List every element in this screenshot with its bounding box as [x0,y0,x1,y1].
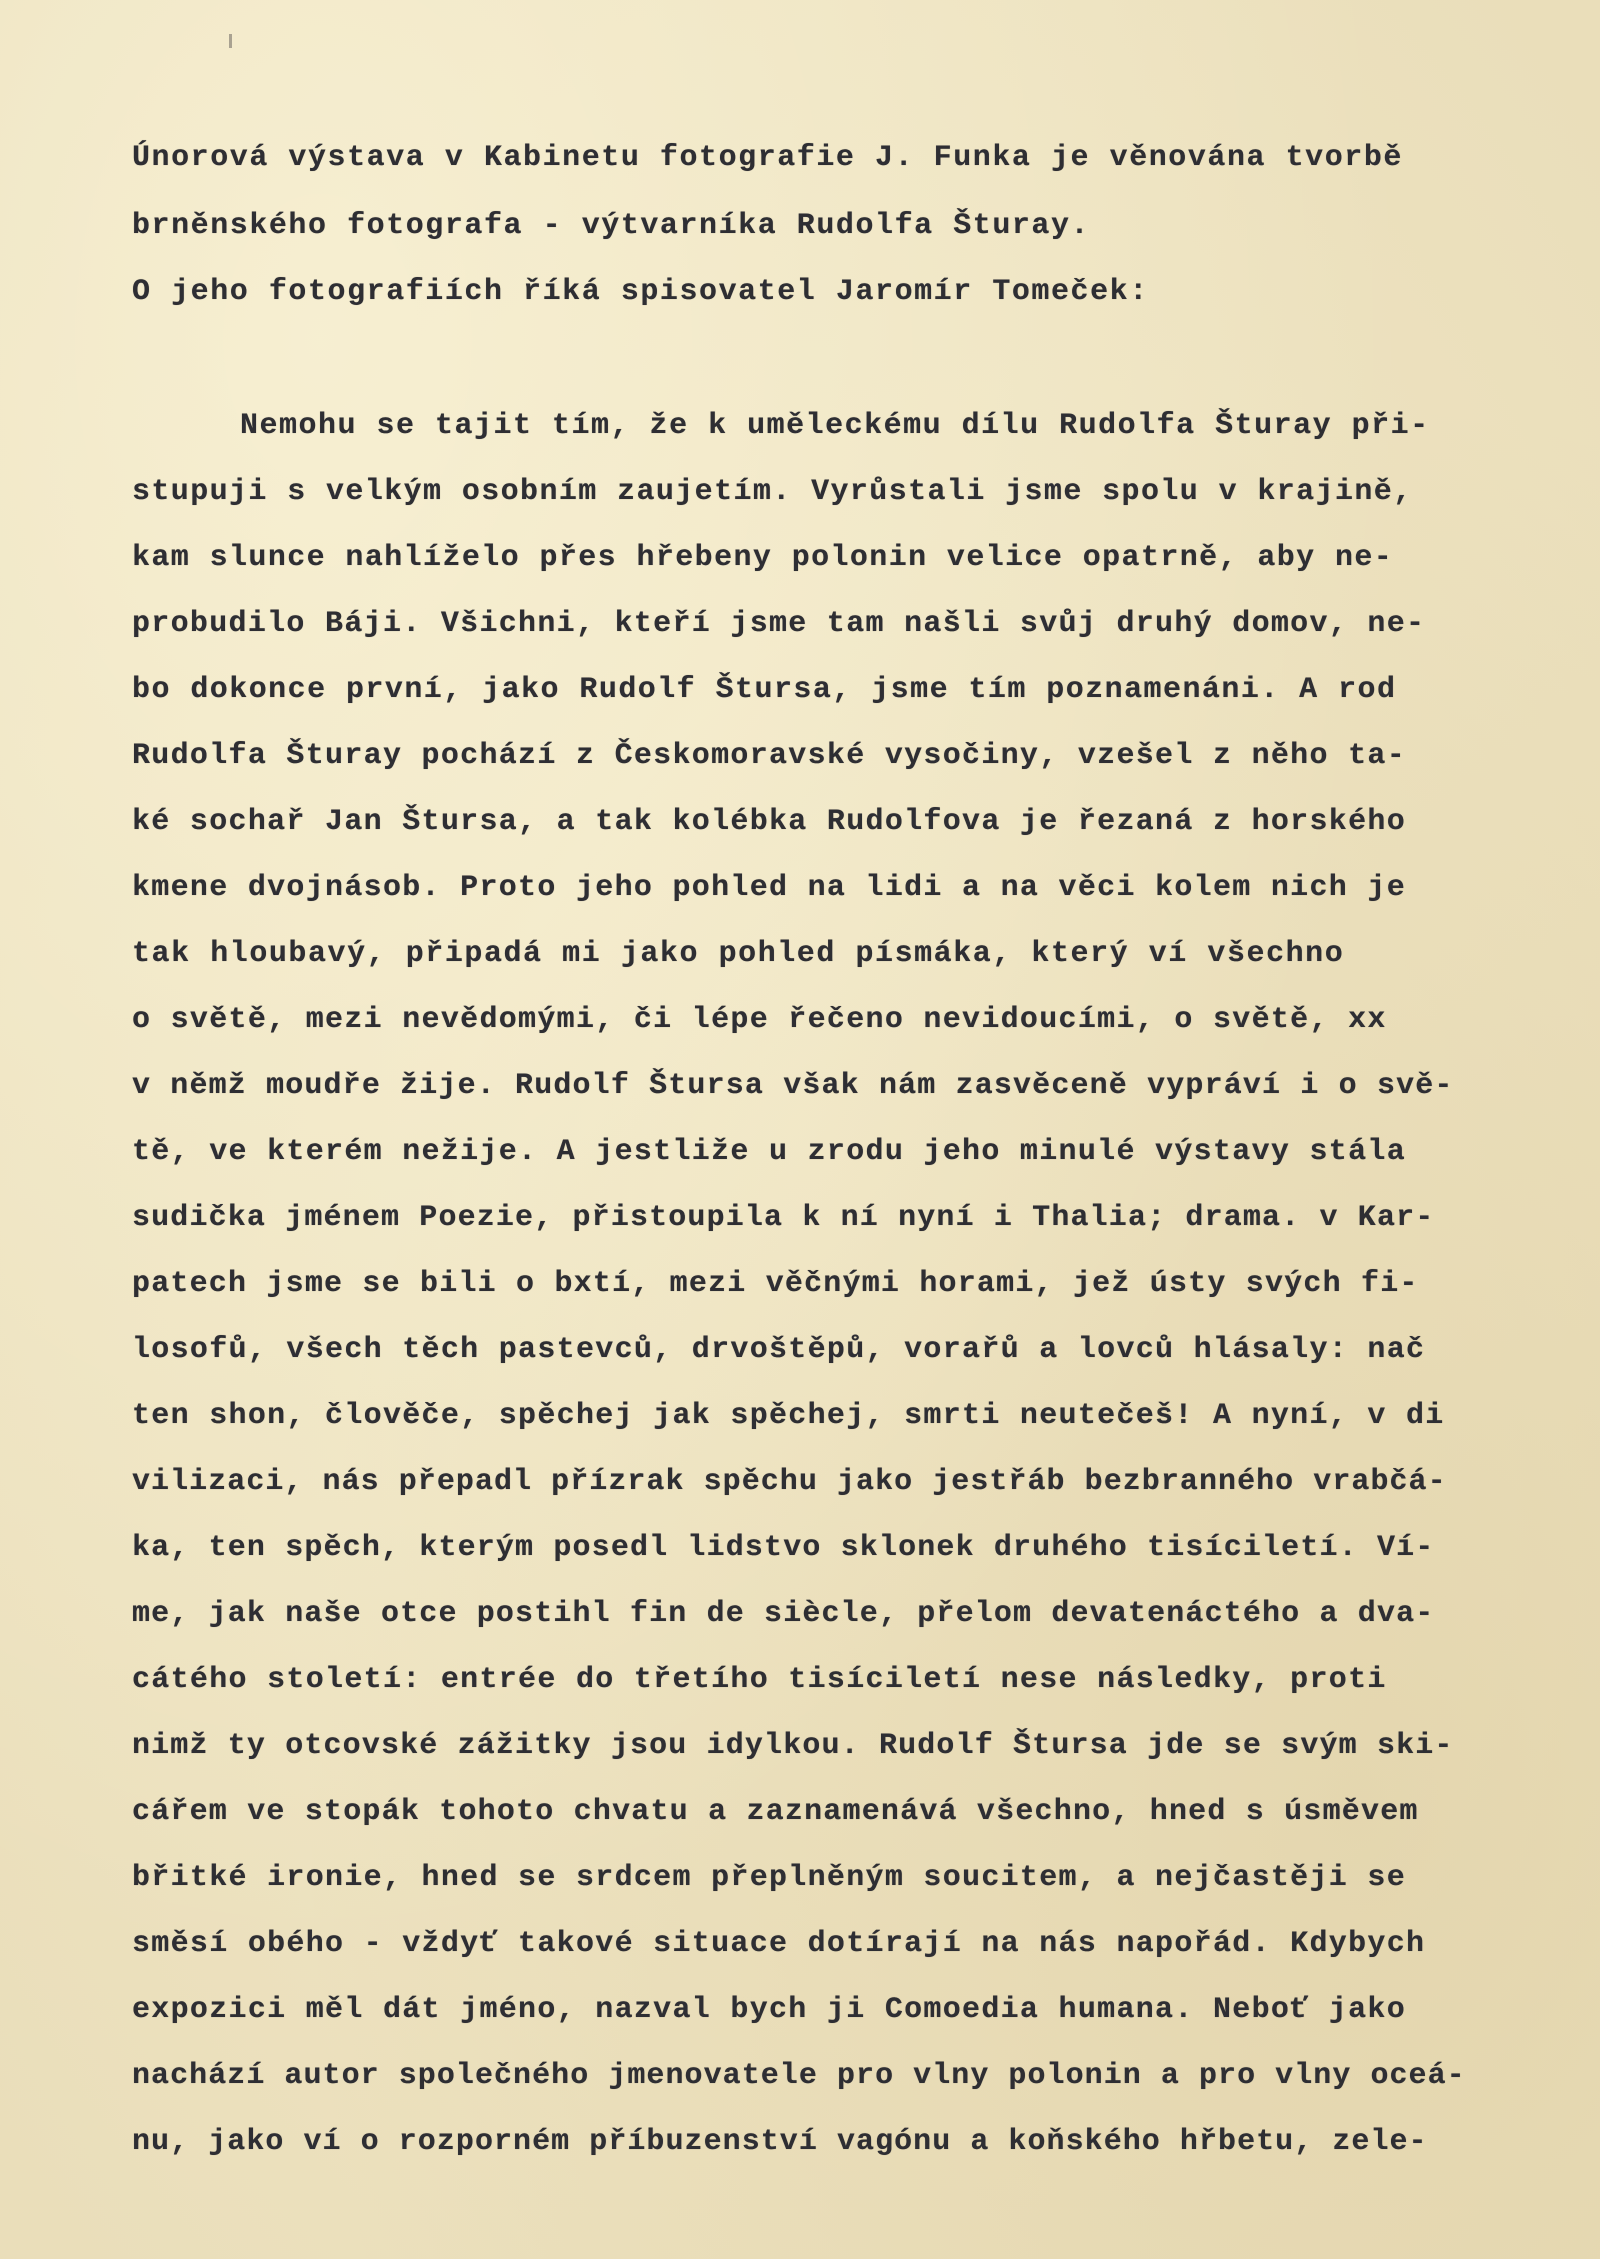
body-line-12: tě, ve kterém nežije. A jestliže u zrodu jeho minulé výstavy stála [132,1135,1406,1169]
body-line-22: cářem ve stopák tohoto chvatu a zaznamenává všechno, hned s úsměvem [132,1795,1419,1829]
body-line-16: ten shon, člověče, spěchej jak spěchej, smrti neutečeš! A nyní, v di [132,1399,1445,1433]
body-line-6: Rudolfa Šturay pochází z Českomoravské vysočiny, vzešel z něho ta- [132,739,1406,773]
body-line-25: expozici měl dát jméno, nazval bych ji Comoedia humana. Neboť jako [132,1993,1406,2027]
body-line-20: cátého století: entrée do třetího tisíciletí nese následky, proti [132,1663,1387,1697]
body-line-9: tak hloubavý, připadá mi jako pohled písmáka, který ví všechno [132,937,1345,971]
intro-line-3: O jeho fotografiích říká spisovatel Jaromír Tomeček: [132,275,1149,309]
body-line-3: kam slunce nahlíželo přes hřebeny polonin velice opatrně, aby ne- [132,541,1394,575]
body-line-21: nimž ty otcovské zážitky jsou idylkou. Rudolf Štursa jde se svým ski- [132,1729,1454,1763]
body-line-23: břitké ironie, hned se srdcem přeplněným soucitem, a nejčastěji se [132,1861,1406,1895]
body-line-10: o světě, mezi nevědomými, či lépe řečeno nevidoucími, o světě, xx [132,1003,1387,1037]
ink-speck [229,34,232,48]
body-line-26: nachází autor společného jmenovatele pro vlny polonin a pro vlny oceá- [132,2059,1466,2093]
body-line-5: bo dokonce první, jako Rudolf Štursa, jsme tím poznamenáni. A rod [132,673,1397,707]
body-line-15: losofů, všech těch pastevců, drvoštěpů, vorařů a lovců hlásaly: nač [132,1333,1426,1367]
intro-line-1: Únorová výstava v Kabinetu fotografie J. Funka je věnována tvorbě [132,141,1403,175]
body-line-18: ka, ten spěch, kterým posedl lidstvo sklonek druhého tisíciletí. Ví- [132,1531,1435,1565]
body-line-4: probudilo Báji. Všichni, kteří jsme tam našli svůj druhý domov, ne- [132,607,1426,641]
body-line-1: Nemohu se tajit tím, že k uměleckému dílu Rudolfa Šturay při- [240,409,1430,443]
body-line-11: v němž moudře žije. Rudolf Štursa však nám zasvěceně vypráví i o svě- [132,1069,1454,1103]
body-line-17: vilizaci, nás přepadl přízrak spěchu jako jestřáb bezbranného vrabčá- [132,1465,1447,1499]
body-line-8: kmene dvojnásob. Proto jeho pohled na lidi a na věci kolem nich je [132,871,1406,905]
body-line-2: stupuji s velkým osobním zaujetím. Vyrůstali jsme spolu v krajině, [132,475,1413,509]
body-line-24: směsí obého - vždyť takové situace dotírají na nás napořád. Kdybych [132,1927,1426,1961]
body-line-7: ké sochař Jan Štursa, a tak kolébka Rudolfova je řezaná z horského [132,805,1406,839]
body-line-19: me, jak naše otce postihl fin de siècle, přelom devatenáctého a dva- [132,1597,1435,1631]
body-line-13: sudička jménem Poezie, přistoupila k ní nyní i Thalia; drama. v Kar- [132,1201,1435,1235]
body-line-27: nu, jako ví o rozporném příbuzenství vagónu a koňského hřbetu, zele- [132,2125,1428,2159]
intro-line-2: brněnského fotografa - výtvarníka Rudolfa Šturay. [132,209,1091,243]
body-line-14: patech jsme se bili o bxtí, mezi věčnými horami, jež ústy svých fi- [132,1267,1419,1301]
